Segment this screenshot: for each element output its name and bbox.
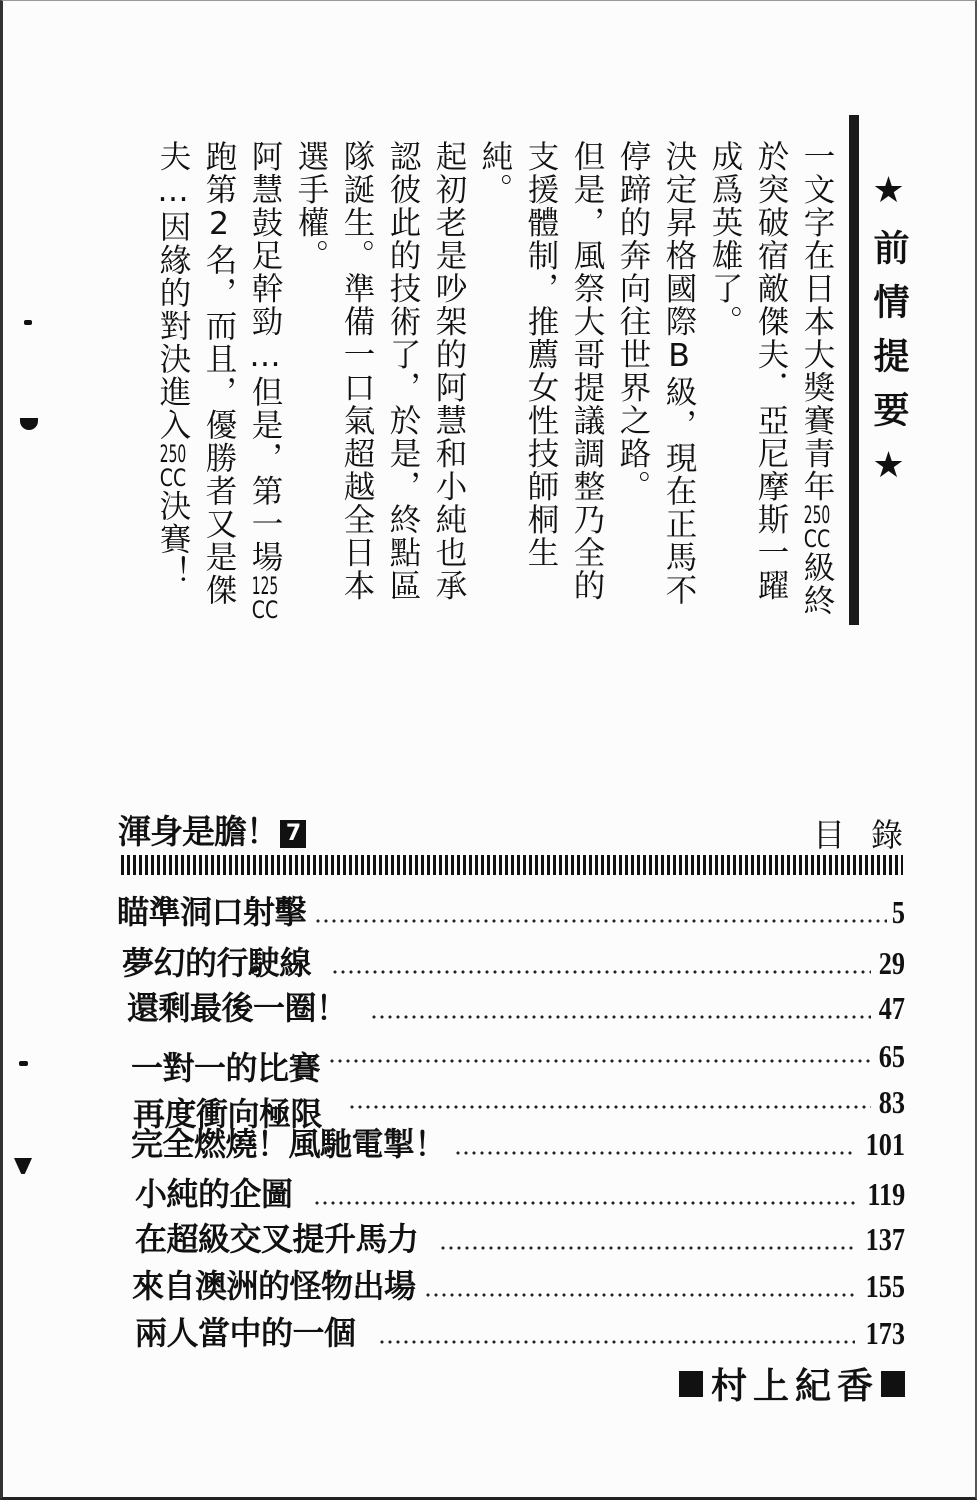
toc-entry-page: 173 [865, 1315, 905, 1351]
synopsis-paragraph: 但是，風祭大哥提議調整乃全的支援體制，推薦女性技師桐生純。 [477, 140, 605, 602]
leader-dots [314, 918, 887, 924]
toc-entry-title: 來自澳洲的怪物出場 [132, 1267, 416, 1305]
synopsis-paragraph: 決定昇格國際B級，現在正馬不停蹄的奔向往世界之路。 [615, 140, 697, 607]
toc-entry-title: 夢幻的行駛線 [122, 944, 312, 982]
toc-entry-page: 47 [878, 990, 905, 1026]
toc-entry-title: 小純的企圖 [135, 1175, 293, 1213]
author-credit [679, 1358, 905, 1409]
toc-entry-page: 137 [865, 1221, 905, 1257]
toc-entry[interactable] [131, 1034, 905, 1087]
synopsis-divider [849, 115, 859, 625]
book-title [118, 806, 306, 853]
leader-dots [348, 1104, 871, 1110]
leader-dots [370, 1014, 871, 1020]
leader-dots [328, 1058, 871, 1064]
leader-dots [439, 1245, 855, 1251]
toc-entry-title: 一對一的比賽 [131, 1049, 321, 1087]
toc-entry[interactable] [122, 941, 905, 985]
toc-entry-title: 兩人當中的一個 [135, 1314, 356, 1352]
leader-dots [313, 1200, 857, 1206]
toc-entry[interactable] [131, 1122, 905, 1166]
toc-entry-page: 5 [891, 894, 905, 930]
toc-entry[interactable] [117, 890, 905, 934]
toc-entry-page: 155 [865, 1268, 905, 1304]
toc-label: 目錄 [812, 816, 929, 854]
leader-dots [331, 969, 871, 975]
toc-entry-page: 29 [878, 945, 905, 981]
toc-entry-page: 65 [878, 1038, 905, 1074]
toc-header [118, 806, 929, 854]
toc-entry-title: 還剩最後一圈！ [127, 989, 348, 1027]
scan-mark [19, 1061, 28, 1066]
toc-entry-page: 119 [867, 1176, 905, 1212]
toc-entry[interactable] [132, 1264, 905, 1308]
toc-entry-page: 101 [865, 1126, 905, 1162]
toc-entry[interactable] [127, 986, 905, 1030]
toc-entry[interactable] [135, 1311, 905, 1355]
square-bullet-icon [881, 1371, 905, 1397]
book-title-text: 渾身是膽！ [118, 812, 278, 851]
toc-entry[interactable] [133, 1080, 905, 1133]
leader-dots [454, 1150, 855, 1156]
author-name: 村上紀香 [710, 1366, 879, 1407]
decorative-bar-rule [121, 855, 903, 875]
leader-dots [378, 1339, 855, 1345]
scan-mark [24, 320, 32, 325]
toc-entry-title: 在超級交叉提升馬力 [135, 1220, 419, 1258]
toc-entry[interactable] [135, 1172, 905, 1216]
synopsis-paragraph: 阿慧鼓足幹勁…但是，第一場125CC跑第2名，而且，優勝者又是傑夫…因緣的對決進入250CC決賽！ [155, 140, 283, 622]
square-bullet-icon [679, 1371, 703, 1397]
synopsis-paragraph: 起初老是吵架的阿慧和小純也承認彼此的技術了，於是，終點區隊誕生。準備一口氣超越全日本選手權。 [293, 140, 467, 602]
toc-entry-title: 完全燃燒！風馳電掣！ [131, 1125, 447, 1163]
toc-entry[interactable] [135, 1217, 905, 1261]
toc-entry-page: 83 [878, 1084, 905, 1120]
synopsis-heading: ★前情提要★ [868, 170, 909, 504]
volume-badge: 7 [280, 820, 306, 848]
toc-entry-title: 瞄準洞口射擊 [117, 893, 307, 931]
toc-entry-title: 再度衝向極限 [133, 1095, 323, 1133]
synopsis-text [150, 140, 840, 630]
synopsis-paragraph: 一文字在日本大獎賽青年250CC級終於突破宿敵傑夫．亞尼摩斯一躍成爲英雄了。 [707, 140, 835, 617]
leader-dots [424, 1292, 855, 1298]
